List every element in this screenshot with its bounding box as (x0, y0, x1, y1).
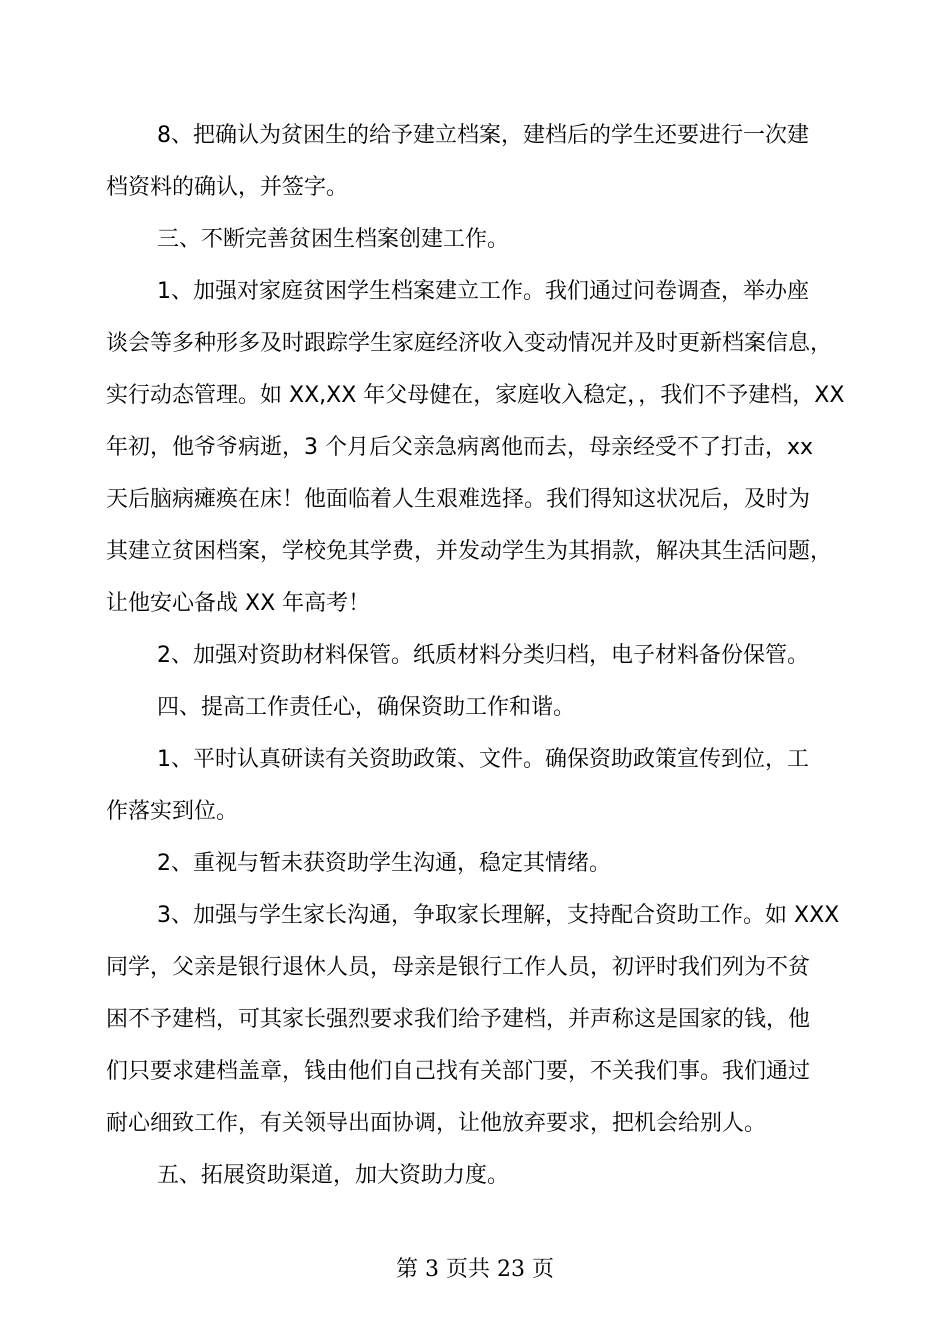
paragraph-line: 3、加强与学生家长沟通，争取家长理解，支持配合资助工作。如 XXX (157, 903, 840, 928)
section-heading: 五、拓展资助渠道，加大资助力度。 (157, 1163, 510, 1188)
paragraph-line: 同学，父亲是银行退休人员，母亲是银行工作人员，初评时我们列为不贫 (106, 955, 811, 980)
paragraph-line: 作落实到位。 (106, 799, 239, 824)
paragraph-line: 们只要求建档盖章，钱由他们自己找有关部门要，不关我们事。我们通过 (106, 1059, 811, 1084)
paragraph-line: 困不予建档，可其家长强烈要求我们给予建档，并声称这是国家的钱，他 (106, 1007, 811, 1032)
paragraph-line: 年初，他爷爷病逝，3 个月后父亲急病离他而去，母亲经受不了打击，xx (106, 435, 814, 460)
paragraph-line: 其建立贫困档案，学校免其学费，并发动学生为其捐款，解决其生活问题， (106, 539, 833, 564)
paragraph-line: 让他安心备战 XX 年高考！ (106, 591, 371, 616)
paragraph-line: 8、把确认为贫困生的给予建立档案，建档后的学生还要进行一次建 (157, 123, 809, 148)
paragraph-line: 耐心细致工作，有关领导出面协调，让他放弃要求，把机会给别人。 (106, 1111, 767, 1136)
paragraph-line: 2、重视与暂未获资助学生沟通，稳定其情绪。 (157, 851, 611, 876)
paragraph-line: 1、加强对家庭贫困学生档案建立工作。我们通过问卷调查，举办座 (157, 279, 809, 304)
page-number-footer: 第 3 页共 23 页 (396, 1257, 554, 1282)
paragraph-line: 实行动态管理。如 XX,XX 年父母健在，家庭收入稳定，，我们不予建档，XX (106, 383, 845, 408)
paragraph-line: 档资料的确认，并签字。 (106, 175, 349, 200)
paragraph-line: 天后脑病瘫痪在床！他面临着人生艰难选择。我们得知这状况后，及时为 (106, 487, 811, 512)
paragraph-line: 1、平时认真研读有关资助政策、文件。确保资助政策宣传到位，工 (157, 747, 809, 772)
section-heading: 三、不断完善贫困生档案创建工作。 (157, 227, 510, 252)
section-heading: 四、提高工作责任心，确保资助工作和谐。 (157, 695, 576, 720)
paragraph-line: 谈会等多种形多及时跟踪学生家庭经济收入变动情况并及时更新档案信息， (106, 331, 833, 356)
paragraph-line: 2、加强对资助材料保管。纸质材料分类归档，电子材料备份保管。 (157, 643, 809, 668)
